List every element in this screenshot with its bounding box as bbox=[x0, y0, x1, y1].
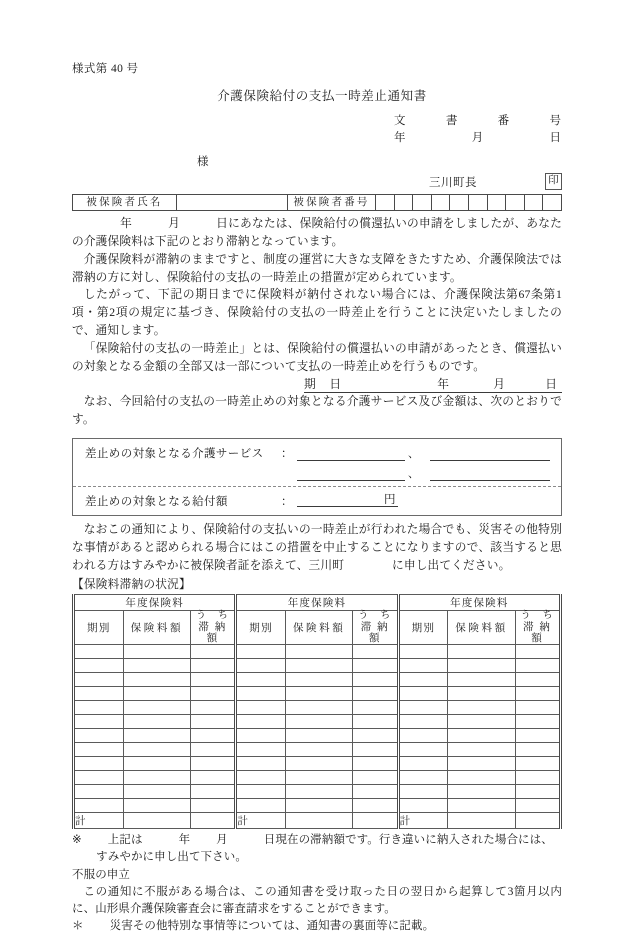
insured-number-cell[interactable] bbox=[450, 195, 469, 210]
cell[interactable] bbox=[515, 715, 560, 729]
cell[interactable] bbox=[74, 771, 124, 785]
group-header-2: 年度保険料 bbox=[236, 595, 398, 611]
form-sheet bbox=[72, 60, 562, 936]
cell[interactable] bbox=[236, 687, 286, 701]
document-meta bbox=[394, 113, 562, 146]
cell[interactable] bbox=[190, 645, 235, 659]
due-date-year: 年 bbox=[437, 378, 450, 392]
cell[interactable] bbox=[74, 673, 124, 687]
uchi-bottom-1: 滞 納 額 bbox=[198, 621, 227, 644]
due-date-month: 月 bbox=[493, 378, 506, 392]
table-group-header-row bbox=[74, 595, 561, 611]
cell[interactable] bbox=[353, 729, 398, 743]
cell[interactable] bbox=[286, 757, 353, 771]
insured-number-cell[interactable] bbox=[376, 195, 395, 210]
col-amount-1: 保険料額 bbox=[123, 611, 190, 645]
issuer-name: 三川町長 bbox=[429, 176, 477, 189]
cell[interactable] bbox=[515, 701, 560, 715]
cell[interactable] bbox=[448, 645, 515, 659]
cell[interactable] bbox=[236, 729, 286, 743]
cell[interactable] bbox=[236, 757, 286, 771]
insured-number-label: 被保険者番号 bbox=[288, 195, 376, 210]
insured-number-cell[interactable] bbox=[525, 195, 544, 210]
addressee-honorific: 様 bbox=[197, 156, 209, 169]
uchi-top-left-1: う bbox=[195, 610, 208, 622]
appeal-body: この通知に不服がある場合は、この通知書を受け取った日の翌日から起算して3箇月以内に、山形県介護保険審査会に審査請求をすることができます。 bbox=[72, 885, 562, 916]
insured-number-grid bbox=[376, 195, 561, 210]
cell[interactable] bbox=[190, 715, 235, 729]
cell[interactable] bbox=[190, 757, 235, 771]
uchi-top-left-3: う bbox=[520, 610, 533, 622]
date-year-label: 年 bbox=[394, 131, 407, 144]
addressee-line bbox=[72, 153, 562, 170]
paragraph-6 bbox=[72, 521, 562, 574]
table-row bbox=[74, 785, 561, 799]
doc-no-char-1: 文 bbox=[394, 115, 407, 127]
cell[interactable] bbox=[286, 743, 353, 757]
insured-info-bar bbox=[72, 194, 562, 211]
date-month-label: 月 bbox=[471, 131, 485, 144]
insured-name-field[interactable] bbox=[177, 195, 288, 210]
amount-unit: 円 bbox=[384, 493, 396, 506]
col-amount-3: 保険料額 bbox=[448, 611, 515, 645]
issuer-line bbox=[72, 172, 562, 191]
cell[interactable] bbox=[286, 729, 353, 743]
cell[interactable] bbox=[236, 743, 286, 757]
doc-no-char-2: 書 bbox=[445, 115, 459, 127]
amount-input[interactable] bbox=[297, 493, 383, 507]
p1-month-label: 月 bbox=[168, 217, 181, 231]
note1-month: 月 bbox=[216, 834, 228, 847]
col-delinquent-2 bbox=[353, 611, 398, 645]
cell[interactable] bbox=[286, 659, 353, 673]
suspension-target-box bbox=[72, 438, 562, 516]
total-amount-1[interactable] bbox=[123, 813, 190, 829]
cell[interactable] bbox=[123, 645, 190, 659]
note1-b: 日現在の滞納額です。行き違いに納入された場合には、 bbox=[263, 834, 553, 847]
cell[interactable] bbox=[398, 729, 448, 743]
total-delinquent-2[interactable] bbox=[353, 813, 398, 829]
p1-year-label: 年 bbox=[120, 217, 133, 231]
cell[interactable] bbox=[74, 743, 124, 757]
insured-number-cell[interactable] bbox=[469, 195, 488, 210]
p6-text: なおこの通知により、保険給付の支払いの一時差止が行われた場合でも、災害その他特別な事情があると認められる場合にはこの措置を中止することになりますので、該当すると思われる方はすみやかに被保険者証を添えて、三川町 bbox=[72, 522, 562, 572]
cell[interactable] bbox=[515, 687, 560, 701]
cell[interactable] bbox=[190, 659, 235, 673]
table-row bbox=[74, 771, 561, 785]
doc-no-char-4: 号 bbox=[549, 115, 562, 127]
cell[interactable] bbox=[398, 743, 448, 757]
uchi-bottom-3: 滞 納 額 bbox=[523, 621, 552, 644]
uchi-top-right-3: ち bbox=[542, 610, 554, 622]
table-row bbox=[74, 659, 561, 673]
cell[interactable] bbox=[74, 757, 124, 771]
cell[interactable] bbox=[448, 799, 515, 813]
cell[interactable] bbox=[398, 659, 448, 673]
cell[interactable] bbox=[123, 659, 190, 673]
service-comma-1: 、 bbox=[408, 447, 419, 460]
doc-no-char-3: 番 bbox=[497, 115, 511, 127]
cell[interactable] bbox=[353, 659, 398, 673]
target-service-label: 差止めの対象となる介護サービス bbox=[85, 447, 264, 460]
cell[interactable] bbox=[398, 701, 448, 715]
cell[interactable] bbox=[236, 701, 286, 715]
cell[interactable] bbox=[286, 785, 353, 799]
table-column-header-row bbox=[74, 611, 561, 645]
cell[interactable] bbox=[353, 785, 398, 799]
service-input-1[interactable] bbox=[297, 447, 405, 461]
cell[interactable] bbox=[515, 785, 560, 799]
cell[interactable] bbox=[74, 687, 124, 701]
cell[interactable] bbox=[515, 799, 560, 813]
target-service-row bbox=[73, 439, 561, 487]
cell[interactable] bbox=[353, 687, 398, 701]
total-delinquent-1[interactable] bbox=[190, 813, 235, 829]
footer-note-1-cont: すみやかに申し出て下さい。 bbox=[96, 851, 247, 864]
cell[interactable] bbox=[123, 673, 190, 687]
table-row bbox=[74, 729, 561, 743]
insured-number-cell[interactable] bbox=[488, 195, 507, 210]
table-row bbox=[74, 701, 561, 715]
col-amount-2: 保険料額 bbox=[286, 611, 353, 645]
col-kibetsu-1: 期別 bbox=[74, 611, 124, 645]
target-amount-colon: ： bbox=[281, 495, 293, 508]
insured-number-cell[interactable] bbox=[395, 195, 414, 210]
cell[interactable] bbox=[353, 771, 398, 785]
insured-number-cell[interactable] bbox=[432, 195, 451, 210]
cell[interactable] bbox=[74, 785, 124, 799]
document-date-row bbox=[394, 130, 562, 147]
cell[interactable] bbox=[236, 771, 286, 785]
paragraph-5: なお、今回給付の支払の一時差止めの対象となる介護サービス及び金額は、次のとおりです。 bbox=[72, 395, 562, 427]
due-date-day: 日 bbox=[545, 378, 558, 392]
cell[interactable] bbox=[353, 799, 398, 813]
cell[interactable] bbox=[236, 645, 286, 659]
delinquency-section-title: 【保険料滞納の状況】 bbox=[72, 578, 191, 592]
total-amount-3[interactable] bbox=[448, 813, 515, 829]
cell[interactable] bbox=[123, 687, 190, 701]
cell[interactable] bbox=[448, 659, 515, 673]
table-row bbox=[74, 799, 561, 813]
cell[interactable] bbox=[515, 757, 560, 771]
appeal-title: 不服の申立 bbox=[72, 868, 130, 881]
cell[interactable] bbox=[74, 729, 124, 743]
cell[interactable] bbox=[398, 785, 448, 799]
target-amount-label: 差止めの対象となる給付額 bbox=[85, 495, 228, 508]
insured-number-cell[interactable] bbox=[543, 195, 561, 210]
total-label-3: 計 bbox=[398, 813, 448, 829]
footer-notes bbox=[72, 832, 562, 936]
service-input-3[interactable] bbox=[297, 467, 405, 481]
paragraph-2: 介護保険料が滞納のままですと、制度の運営に大きな支障をきたすため、介護保険法では滞納の方に対し、保険給付の支払の一時差止の措置が定められています。 bbox=[72, 252, 562, 284]
target-amount-row bbox=[73, 487, 561, 515]
cell[interactable] bbox=[353, 701, 398, 715]
p1-text: 日にあなたは、保険給付の償還払いの申請をしましたが、あなたの介護保険料は下記のとおり滞納となっています。 bbox=[72, 217, 563, 249]
note1-a: 上記は bbox=[107, 834, 143, 847]
cell[interactable] bbox=[236, 659, 286, 673]
cell[interactable] bbox=[398, 771, 448, 785]
cell[interactable] bbox=[123, 799, 190, 813]
group-header-1: 年度保険料 bbox=[74, 595, 236, 611]
insured-number-cell[interactable] bbox=[413, 195, 432, 210]
note-mark: ※ bbox=[72, 834, 82, 847]
table-row bbox=[74, 715, 561, 729]
cell[interactable] bbox=[286, 771, 353, 785]
table-row bbox=[74, 645, 561, 659]
table-row bbox=[74, 673, 561, 687]
cell[interactable] bbox=[190, 729, 235, 743]
form-number: 様式第 40 号 bbox=[72, 63, 139, 75]
note2-text: 災害その他特別な事情等については、通知書の裏面等に記載。 bbox=[109, 920, 435, 933]
footer-note-1 bbox=[72, 832, 562, 849]
cell[interactable] bbox=[123, 701, 190, 715]
delinquency-table-body bbox=[74, 645, 561, 829]
cell[interactable] bbox=[190, 687, 235, 701]
table-row bbox=[74, 743, 561, 757]
cell[interactable] bbox=[448, 673, 515, 687]
cell[interactable] bbox=[515, 659, 560, 673]
cell[interactable] bbox=[190, 785, 235, 799]
paragraph-4: 「保険給付の支払の一時差止」とは、保険給付の償還払いの申請があったとき、償還払いの対象となる金額の全部又は一部について支払の一時差止めを行うものです。 bbox=[72, 341, 562, 373]
cell[interactable] bbox=[286, 687, 353, 701]
cell[interactable] bbox=[448, 729, 515, 743]
cell[interactable] bbox=[398, 799, 448, 813]
footer-note-2 bbox=[72, 918, 562, 935]
cell[interactable] bbox=[123, 757, 190, 771]
cell[interactable] bbox=[236, 715, 286, 729]
cell[interactable] bbox=[74, 799, 124, 813]
cell[interactable] bbox=[286, 715, 353, 729]
table-total-row bbox=[74, 813, 561, 829]
cell[interactable] bbox=[515, 729, 560, 743]
cell[interactable] bbox=[286, 701, 353, 715]
col-kibetsu-3: 期別 bbox=[398, 611, 448, 645]
cell[interactable] bbox=[74, 645, 124, 659]
cell[interactable] bbox=[190, 799, 235, 813]
target-service-colon: ： bbox=[281, 447, 293, 460]
cell[interactable] bbox=[515, 673, 560, 687]
uchi-bottom-2: 滞 納 額 bbox=[360, 621, 390, 644]
col-delinquent-1 bbox=[190, 611, 235, 645]
target-service-fields bbox=[297, 445, 561, 481]
cell[interactable] bbox=[123, 743, 190, 757]
document-title: 介護保険給付の支払一時差止通知書 bbox=[217, 89, 427, 103]
cell[interactable] bbox=[286, 673, 353, 687]
cell[interactable] bbox=[286, 645, 353, 659]
due-date-label: 期 日 bbox=[304, 378, 343, 392]
paragraph-3: したがって、下記の期日までに保険料が納付されない場合には、介護保険法第67条第1項・第2項の規定に基づき、保険給付の支払の一時差止を行うことに決定いたしましたので、通知します。 bbox=[72, 288, 562, 338]
asterisk-mark: ＊ bbox=[72, 920, 84, 933]
cell[interactable] bbox=[353, 715, 398, 729]
cell[interactable] bbox=[190, 673, 235, 687]
date-day-label: 日 bbox=[549, 131, 562, 144]
cell[interactable] bbox=[515, 771, 560, 785]
col-kibetsu-2: 期別 bbox=[236, 611, 286, 645]
cell[interactable] bbox=[190, 743, 235, 757]
service-comma-2: 、 bbox=[408, 467, 419, 480]
service-input-2[interactable] bbox=[430, 447, 550, 461]
cell[interactable] bbox=[448, 701, 515, 715]
cell[interactable] bbox=[398, 757, 448, 771]
delinquency-table bbox=[72, 594, 562, 829]
cell[interactable] bbox=[74, 701, 124, 715]
cell[interactable] bbox=[353, 673, 398, 687]
cell[interactable] bbox=[353, 757, 398, 771]
uchi-top-right-2: ち bbox=[380, 610, 392, 622]
table-row bbox=[74, 757, 561, 771]
cell[interactable] bbox=[515, 743, 560, 757]
cell[interactable] bbox=[74, 659, 124, 673]
target-amount-fields bbox=[297, 493, 561, 507]
cell[interactable] bbox=[448, 757, 515, 771]
col-delinquent-3 bbox=[515, 611, 560, 645]
cell[interactable] bbox=[448, 715, 515, 729]
cell[interactable] bbox=[286, 799, 353, 813]
insured-number-cell[interactable] bbox=[506, 195, 525, 210]
cell[interactable] bbox=[398, 687, 448, 701]
cell[interactable] bbox=[398, 673, 448, 687]
cell[interactable] bbox=[190, 701, 235, 715]
table-row bbox=[74, 687, 561, 701]
group-header-3: 年度保険料 bbox=[398, 595, 560, 611]
cell[interactable] bbox=[123, 785, 190, 799]
total-label-2: 計 bbox=[236, 813, 286, 829]
service-input-4[interactable] bbox=[430, 467, 550, 481]
cell[interactable] bbox=[123, 771, 190, 785]
p6-tail: に申し出てください。 bbox=[392, 558, 511, 572]
total-label-1: 計 bbox=[74, 813, 124, 829]
cell[interactable] bbox=[448, 785, 515, 799]
cell[interactable] bbox=[448, 771, 515, 785]
cell[interactable] bbox=[74, 715, 124, 729]
cell[interactable] bbox=[398, 715, 448, 729]
cell[interactable] bbox=[236, 785, 286, 799]
cell[interactable] bbox=[190, 771, 235, 785]
cell[interactable] bbox=[353, 743, 398, 757]
paragraph-1 bbox=[72, 215, 562, 251]
cell[interactable] bbox=[353, 645, 398, 659]
cell[interactable] bbox=[123, 715, 190, 729]
seal-stamp-box: 印 bbox=[545, 173, 562, 190]
cell[interactable] bbox=[236, 799, 286, 813]
uchi-top-left-2: う bbox=[358, 610, 370, 622]
uchi-top-right-1: ち bbox=[217, 610, 230, 622]
cell[interactable] bbox=[236, 673, 286, 687]
cell[interactable] bbox=[515, 645, 560, 659]
insured-name-label: 被保険者氏名 bbox=[73, 195, 177, 210]
cell[interactable] bbox=[398, 645, 448, 659]
due-date-line bbox=[72, 376, 562, 393]
cell[interactable] bbox=[123, 729, 190, 743]
total-amount-2[interactable] bbox=[286, 813, 353, 829]
document-number-row bbox=[394, 113, 562, 130]
note1-year: 年 bbox=[178, 834, 191, 847]
cell[interactable] bbox=[448, 687, 515, 701]
cell[interactable] bbox=[448, 743, 515, 757]
total-delinquent-3[interactable] bbox=[515, 813, 560, 829]
